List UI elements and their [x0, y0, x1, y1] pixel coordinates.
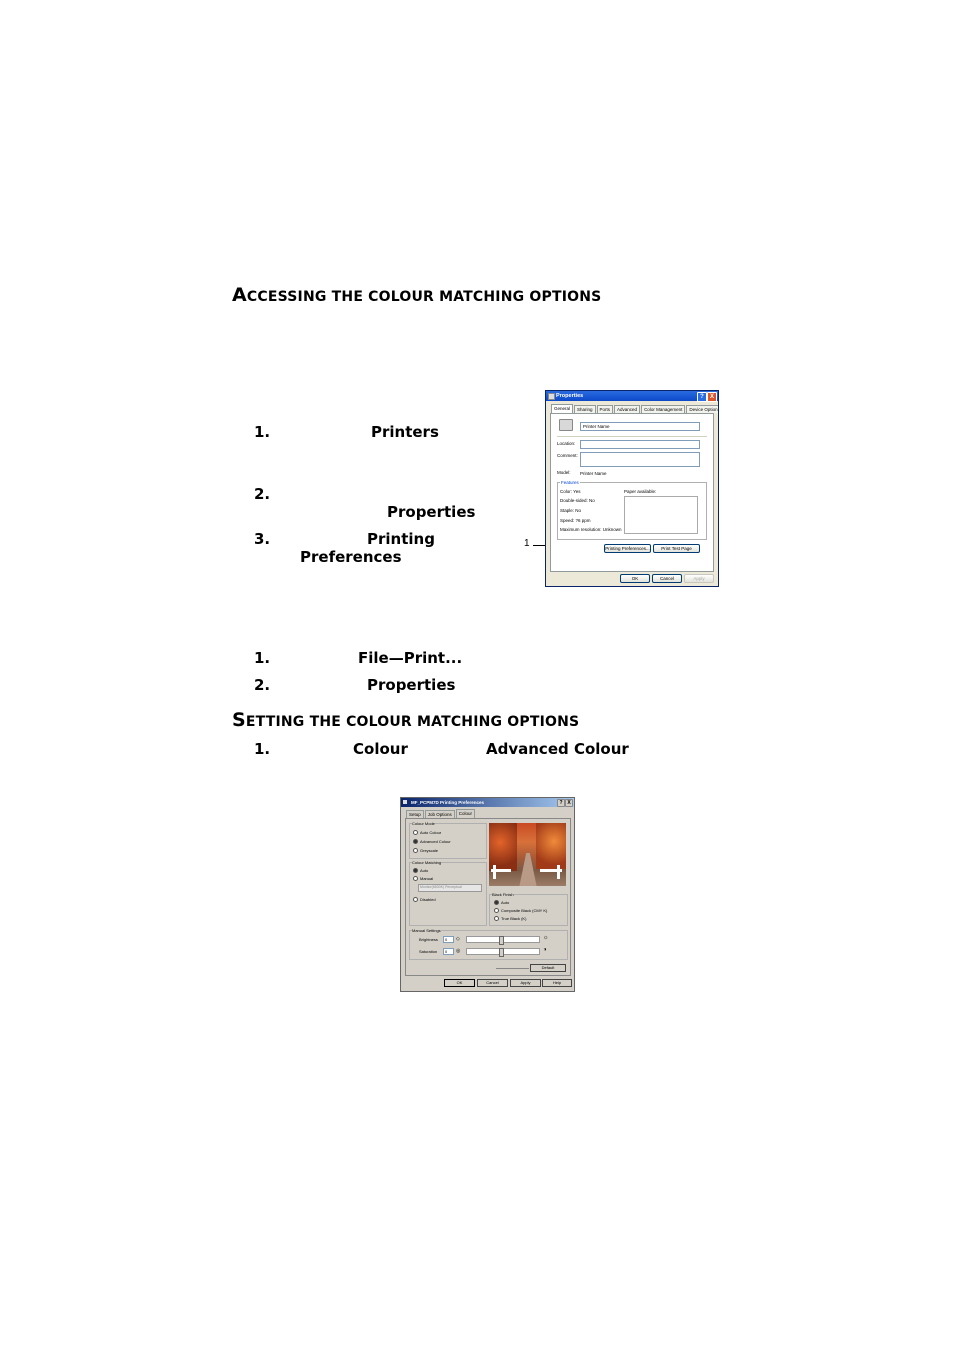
- location-field[interactable]: [580, 440, 700, 449]
- divider: [496, 968, 529, 969]
- comment-field[interactable]: [580, 452, 700, 467]
- properties-titlebar: [546, 391, 718, 401]
- tab-setup[interactable]: Setup: [406, 810, 424, 818]
- default-button[interactable]: Default: [530, 964, 566, 972]
- preferences-titlebar: [401, 798, 574, 807]
- radio-icon: [494, 916, 499, 921]
- tab-advanced[interactable]: Advanced: [614, 405, 640, 413]
- help-button[interactable]: Help: [542, 979, 572, 987]
- feature-max-resolution: Maximum resolution: Unknown: [560, 527, 622, 532]
- paper-list[interactable]: [624, 496, 698, 534]
- saturation-slider[interactable]: [466, 948, 540, 955]
- black-finish-label: Black Finish: [492, 892, 514, 897]
- step-num: 1.: [254, 740, 271, 758]
- printing-preferences-button[interactable]: Printing Preferences...: [605, 546, 650, 551]
- radio-icon: [413, 848, 418, 853]
- manual-settings-label: Manual Settings: [412, 928, 441, 933]
- brightness-value: 0: [445, 937, 448, 942]
- radio-manual[interactable]: [413, 876, 433, 881]
- apply-button[interactable]: Apply: [510, 979, 541, 987]
- step-keyword-file-print: File—Print...: [358, 649, 463, 667]
- tree-right: [536, 823, 566, 869]
- feature-color: Color: Yes: [560, 489, 581, 494]
- radio-label: Greyscale: [420, 848, 439, 853]
- saturation-value: 0: [445, 949, 448, 954]
- printer-icon: [559, 419, 573, 431]
- preview-image: [489, 823, 566, 886]
- saturation-label: Saturation: [419, 949, 438, 954]
- print-test-page-button[interactable]: Print Test Page: [653, 544, 700, 553]
- step-num: 2.: [254, 485, 271, 503]
- heading-rest: CCESSING THE COLOUR MATCHING OPTIONS: [246, 289, 602, 305]
- radio-auto-colour[interactable]: [413, 830, 441, 835]
- radio-icon: [494, 908, 499, 913]
- feature-double-sided: Double-sided: No: [560, 498, 595, 503]
- tab-ports[interactable]: Ports: [597, 405, 614, 413]
- model-value: Printer Name: [580, 471, 607, 476]
- fence-post: [557, 865, 560, 879]
- ok-button[interactable]: OK: [620, 574, 650, 583]
- radio-composite-black[interactable]: [494, 908, 547, 913]
- radio-label: Auto Colour: [420, 830, 442, 835]
- radio-icon: [494, 900, 499, 905]
- step-num: 1.: [254, 423, 271, 441]
- printer-name-field[interactable]: [580, 422, 700, 431]
- dialog-title: MF_PCPM7D Printing Preferences: [411, 800, 485, 805]
- slider-thumb[interactable]: [499, 936, 504, 945]
- tab-sharing[interactable]: Sharing: [574, 405, 596, 413]
- radio-label: Auto: [420, 868, 429, 873]
- step-num: 1.: [254, 649, 271, 667]
- radio-icon: [413, 839, 418, 844]
- radio-greyscale[interactable]: [413, 848, 438, 853]
- radio-icon: [413, 868, 418, 873]
- tab-device-option[interactable]: Device Option: [686, 405, 719, 413]
- comment-label: Comment:: [557, 453, 578, 458]
- colour-mode-label: Colour Mode: [412, 821, 435, 826]
- step-keyword-printing: Printing: [367, 530, 435, 548]
- help-icon[interactable]: ?: [697, 392, 707, 402]
- brightness-label: Brightness: [419, 937, 438, 942]
- sun-icon: ☼: [543, 935, 549, 941]
- radio-black-auto[interactable]: [494, 900, 509, 905]
- tab-general[interactable]: General: [551, 404, 573, 413]
- radio-disabled[interactable]: [413, 897, 436, 902]
- dialog-title: Properties: [556, 393, 584, 399]
- section-heading-setting: [232, 709, 579, 731]
- manual-profile-select[interactable]: [418, 884, 482, 892]
- step-keyword-printers: Printers: [371, 423, 439, 441]
- feature-paper: Paper available:: [624, 489, 657, 494]
- section-heading-accessing: [232, 284, 601, 306]
- radio-label: Manual: [420, 876, 434, 881]
- fence-post: [493, 865, 496, 879]
- radio-label: Auto: [501, 900, 510, 905]
- slider-thumb[interactable]: [499, 948, 504, 957]
- apply-button[interactable]: Apply: [684, 574, 714, 583]
- feature-speed: Speed: ?6 ppm: [560, 518, 591, 523]
- radio-label: Advanced Colour: [420, 839, 451, 844]
- radio-icon: [413, 830, 418, 835]
- printing-preferences-dialog: [400, 797, 575, 992]
- tab-job-options[interactable]: Job Options: [425, 810, 455, 818]
- step-keyword-preferences: Preferences: [300, 548, 402, 566]
- cancel-button[interactable]: Cancel: [477, 979, 508, 987]
- feature-staple: Staple: No: [560, 508, 582, 513]
- radio-label: True Black (K): [501, 916, 527, 921]
- close-icon[interactable]: X: [565, 799, 573, 807]
- printer-icon: [403, 800, 407, 804]
- brightness-input[interactable]: [443, 936, 454, 943]
- tree-left: [489, 823, 517, 871]
- step-num: 2.: [254, 676, 271, 694]
- tab-colour[interactable]: Colour: [456, 809, 475, 818]
- tab-color-management[interactable]: Color Management: [641, 405, 685, 413]
- radio-label: Composite Black (CMY K): [501, 908, 548, 913]
- cancel-button[interactable]: Cancel: [652, 574, 682, 583]
- radio-icon: [413, 876, 418, 881]
- brightness-icon: ◇: [456, 936, 460, 942]
- brightness-slider[interactable]: [466, 936, 540, 943]
- heading-rest: ETTING THE COLOUR MATCHING OPTIONS: [245, 714, 580, 730]
- features-label: Features: [561, 480, 579, 485]
- saturation-input[interactable]: [443, 948, 454, 955]
- colour-panel: [405, 818, 571, 976]
- step-keyword-properties: Properties: [387, 503, 476, 521]
- radio-advanced-colour[interactable]: [413, 839, 451, 844]
- heading-cap: A: [232, 284, 247, 306]
- select-value: Monitor(6500K) Perceptual: [420, 885, 462, 889]
- divider: [557, 436, 707, 437]
- printer-name-value: Printer Name: [583, 424, 610, 429]
- help-icon[interactable]: ?: [557, 799, 565, 807]
- saturation-icon: ◎: [456, 948, 461, 954]
- step-keyword-advanced-colour: Advanced Colour: [486, 740, 629, 758]
- callout-number: 1: [524, 538, 530, 549]
- heading-cap: S: [232, 709, 246, 731]
- step-keyword-properties: Properties: [367, 676, 456, 694]
- printer-icon: [548, 393, 555, 400]
- properties-dialog: [545, 390, 719, 587]
- road: [519, 853, 537, 886]
- step-keyword-colour: Colour: [353, 740, 408, 758]
- radio-auto[interactable]: [413, 868, 428, 873]
- ok-button[interactable]: OK: [444, 979, 475, 987]
- model-label: Model:: [557, 470, 571, 475]
- radio-icon: [413, 897, 418, 902]
- radio-true-black[interactable]: [494, 916, 526, 921]
- general-panel: [550, 413, 714, 572]
- step-num: 3.: [254, 530, 271, 548]
- close-icon[interactable]: X: [707, 392, 717, 402]
- radio-label: Disabled: [420, 897, 436, 902]
- colour-matching-label: Colour Matching: [412, 860, 442, 865]
- contrast-icon: ◑: [543, 947, 547, 953]
- location-label: Location:: [557, 441, 576, 446]
